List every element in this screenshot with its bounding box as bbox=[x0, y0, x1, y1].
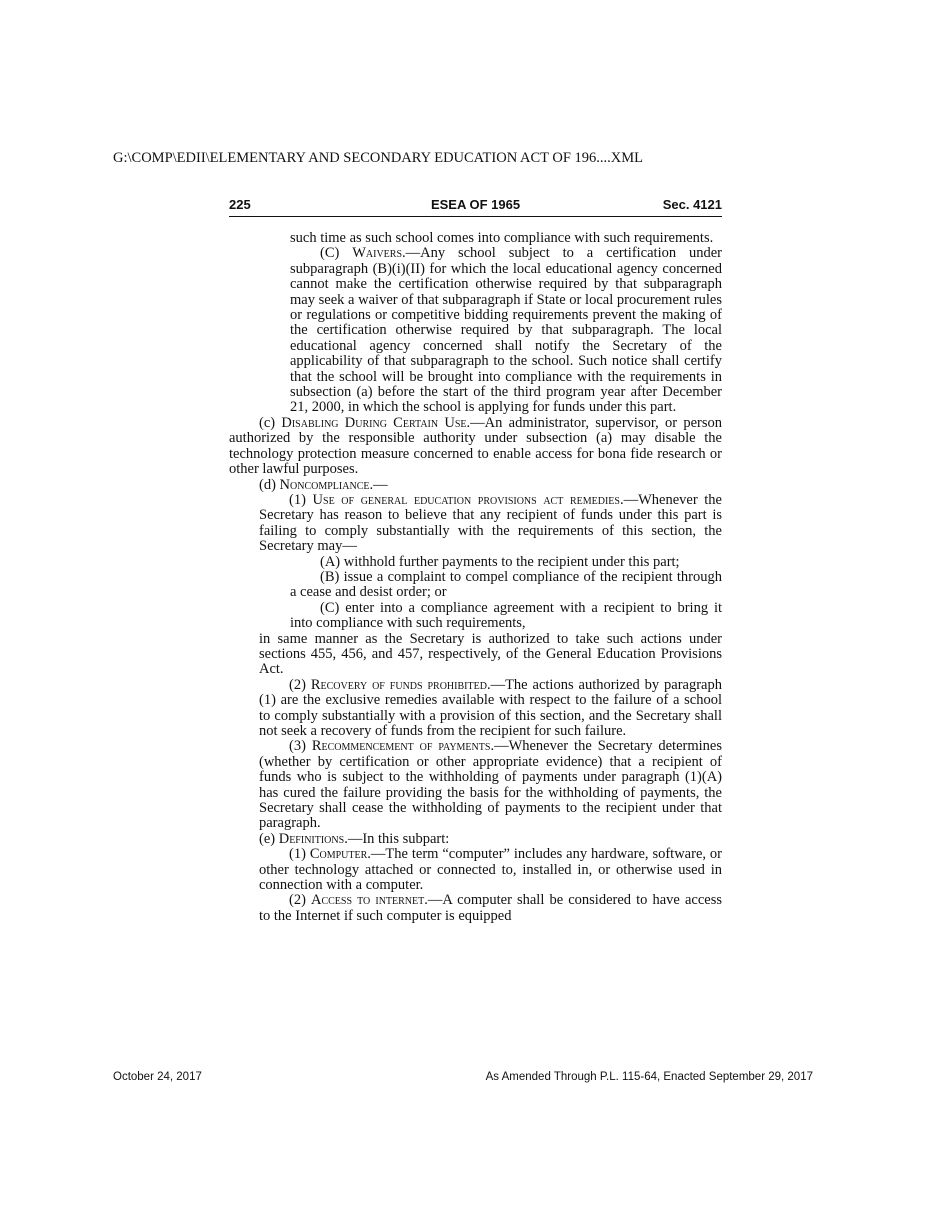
paragraph-computer: (1) Computer.—The term “computer” includes any hardware, software, or other technology attached or connected to, installed in, or otherwise used in connection with a computer. bbox=[259, 846, 722, 894]
paragraph-recovery: (2) Recovery of funds prohibited.—The actions authorized by paragraph (1) are the exclusive remedies available with respect to the failure of a school to comply substantially with a provision of this section, and the Secretary shall not seek a recovery of funds from the recipient for such failure. bbox=[259, 676, 722, 739]
running-title: ESEA OF 1965 bbox=[430, 197, 521, 212]
heading-gepa-remedies: Use of general education provisions act remedies bbox=[312, 491, 620, 508]
heading-definitions: Definitions bbox=[278, 830, 345, 847]
paragraph-recommencement: (3) Recommencement of payments.—Whenever the Secretary determines (whether by certification or other appropriate evidence) that a recipient of funds who is subject to the withholding of payments under paragraph (1)(A) has cured the failure providing the basis for the withholding of payments, the Secretary shall cease the withholding of payments to the recipient under that paragraph. bbox=[259, 738, 722, 832]
header-rule bbox=[229, 216, 722, 217]
section-number: Sec. 4121 bbox=[662, 197, 722, 212]
paragraph-complaint: (B) issue a complaint to compel compliance of the recipient through a cease and desist order; or bbox=[290, 568, 722, 601]
paragraph-disabling: (c) Disabling During Certain Use.—An administrator, supervisor, or person authorized by the responsible authority under subsection (a) may disable the technology protection measure concerned to enable access for bona fide research or other lawful purposes. bbox=[229, 414, 722, 478]
footer-amended: As Amended Through P.L. 115-64, Enacted September 29, 2017 bbox=[485, 1071, 813, 1083]
heading-computer: Computer bbox=[309, 846, 368, 863]
paragraph-continuation: such time as such school comes into compliance with such requirements. bbox=[290, 230, 714, 246]
paragraph-agreement: (C) enter into a compliance agreement with a recipient to bring it into compliance with such requirements, bbox=[290, 599, 722, 632]
paragraph-definitions: (e) Definitions.—In this subpart: bbox=[259, 830, 450, 847]
paragraph-access-to-internet: (2) Access to internet.—A computer shall be considered to have access to the Internet if such computer is equipped bbox=[259, 892, 722, 924]
paragraph-waivers: (C) Waivers.—Any school subject to a certification under subparagraph (B)(i)(II) for which the local educational agency concerned cannot make the certification otherwise required by that subparagraph may seek a waiver of that subparagraph if State or local procurement rules or regulations or competitive bidding requirements prevent the making of the certification otherwise required by that subparagraph. The local educational agency concerned shall notify the Secretary of the applicability of that subparagraph to the school. Such notice shall certify that the school will be brought into compliance with the requirements in subsection (a) before the start of the third program year after December 21, 2000, in which the school is applying for funds under this part. bbox=[290, 245, 722, 416]
running-head bbox=[229, 197, 722, 215]
paragraph-same-manner: in same manner as the Secretary is authorized to take such actions under sections 455, 456, and 457, respectively, of the General Education Provisions Act. bbox=[259, 630, 722, 678]
heading-noncompliance: Noncompliance bbox=[279, 476, 370, 493]
heading-waivers: Waivers bbox=[352, 245, 403, 262]
paragraph-gepa-remedies: (1) Use of general education provisions act remedies.—Whenever the Secretary has reason to believe that any recipient of funds under this part is failing to comply substantially with the requirements of this section, the Secretary may— bbox=[259, 491, 722, 555]
heading-recommencement: Recommencement of payments bbox=[311, 738, 491, 755]
heading-access-to-internet: Access to internet bbox=[311, 892, 425, 909]
heading-disabling: Disabling During Certain Use bbox=[281, 414, 467, 431]
file-path: G:\COMP\EDII\ELEMENTARY AND SECONDARY EDUCATION ACT OF 196....XML bbox=[113, 150, 643, 166]
footer-date: October 24, 2017 bbox=[113, 1071, 202, 1083]
heading-recovery: Recovery of funds prohibited bbox=[310, 676, 487, 693]
paragraph-noncompliance: (d) Noncompliance.— bbox=[259, 476, 388, 493]
page-number: 225 bbox=[229, 197, 251, 212]
document-body bbox=[229, 231, 722, 924]
paragraph-withhold: (A) withhold further payments to the recipient under this part; bbox=[320, 553, 680, 570]
